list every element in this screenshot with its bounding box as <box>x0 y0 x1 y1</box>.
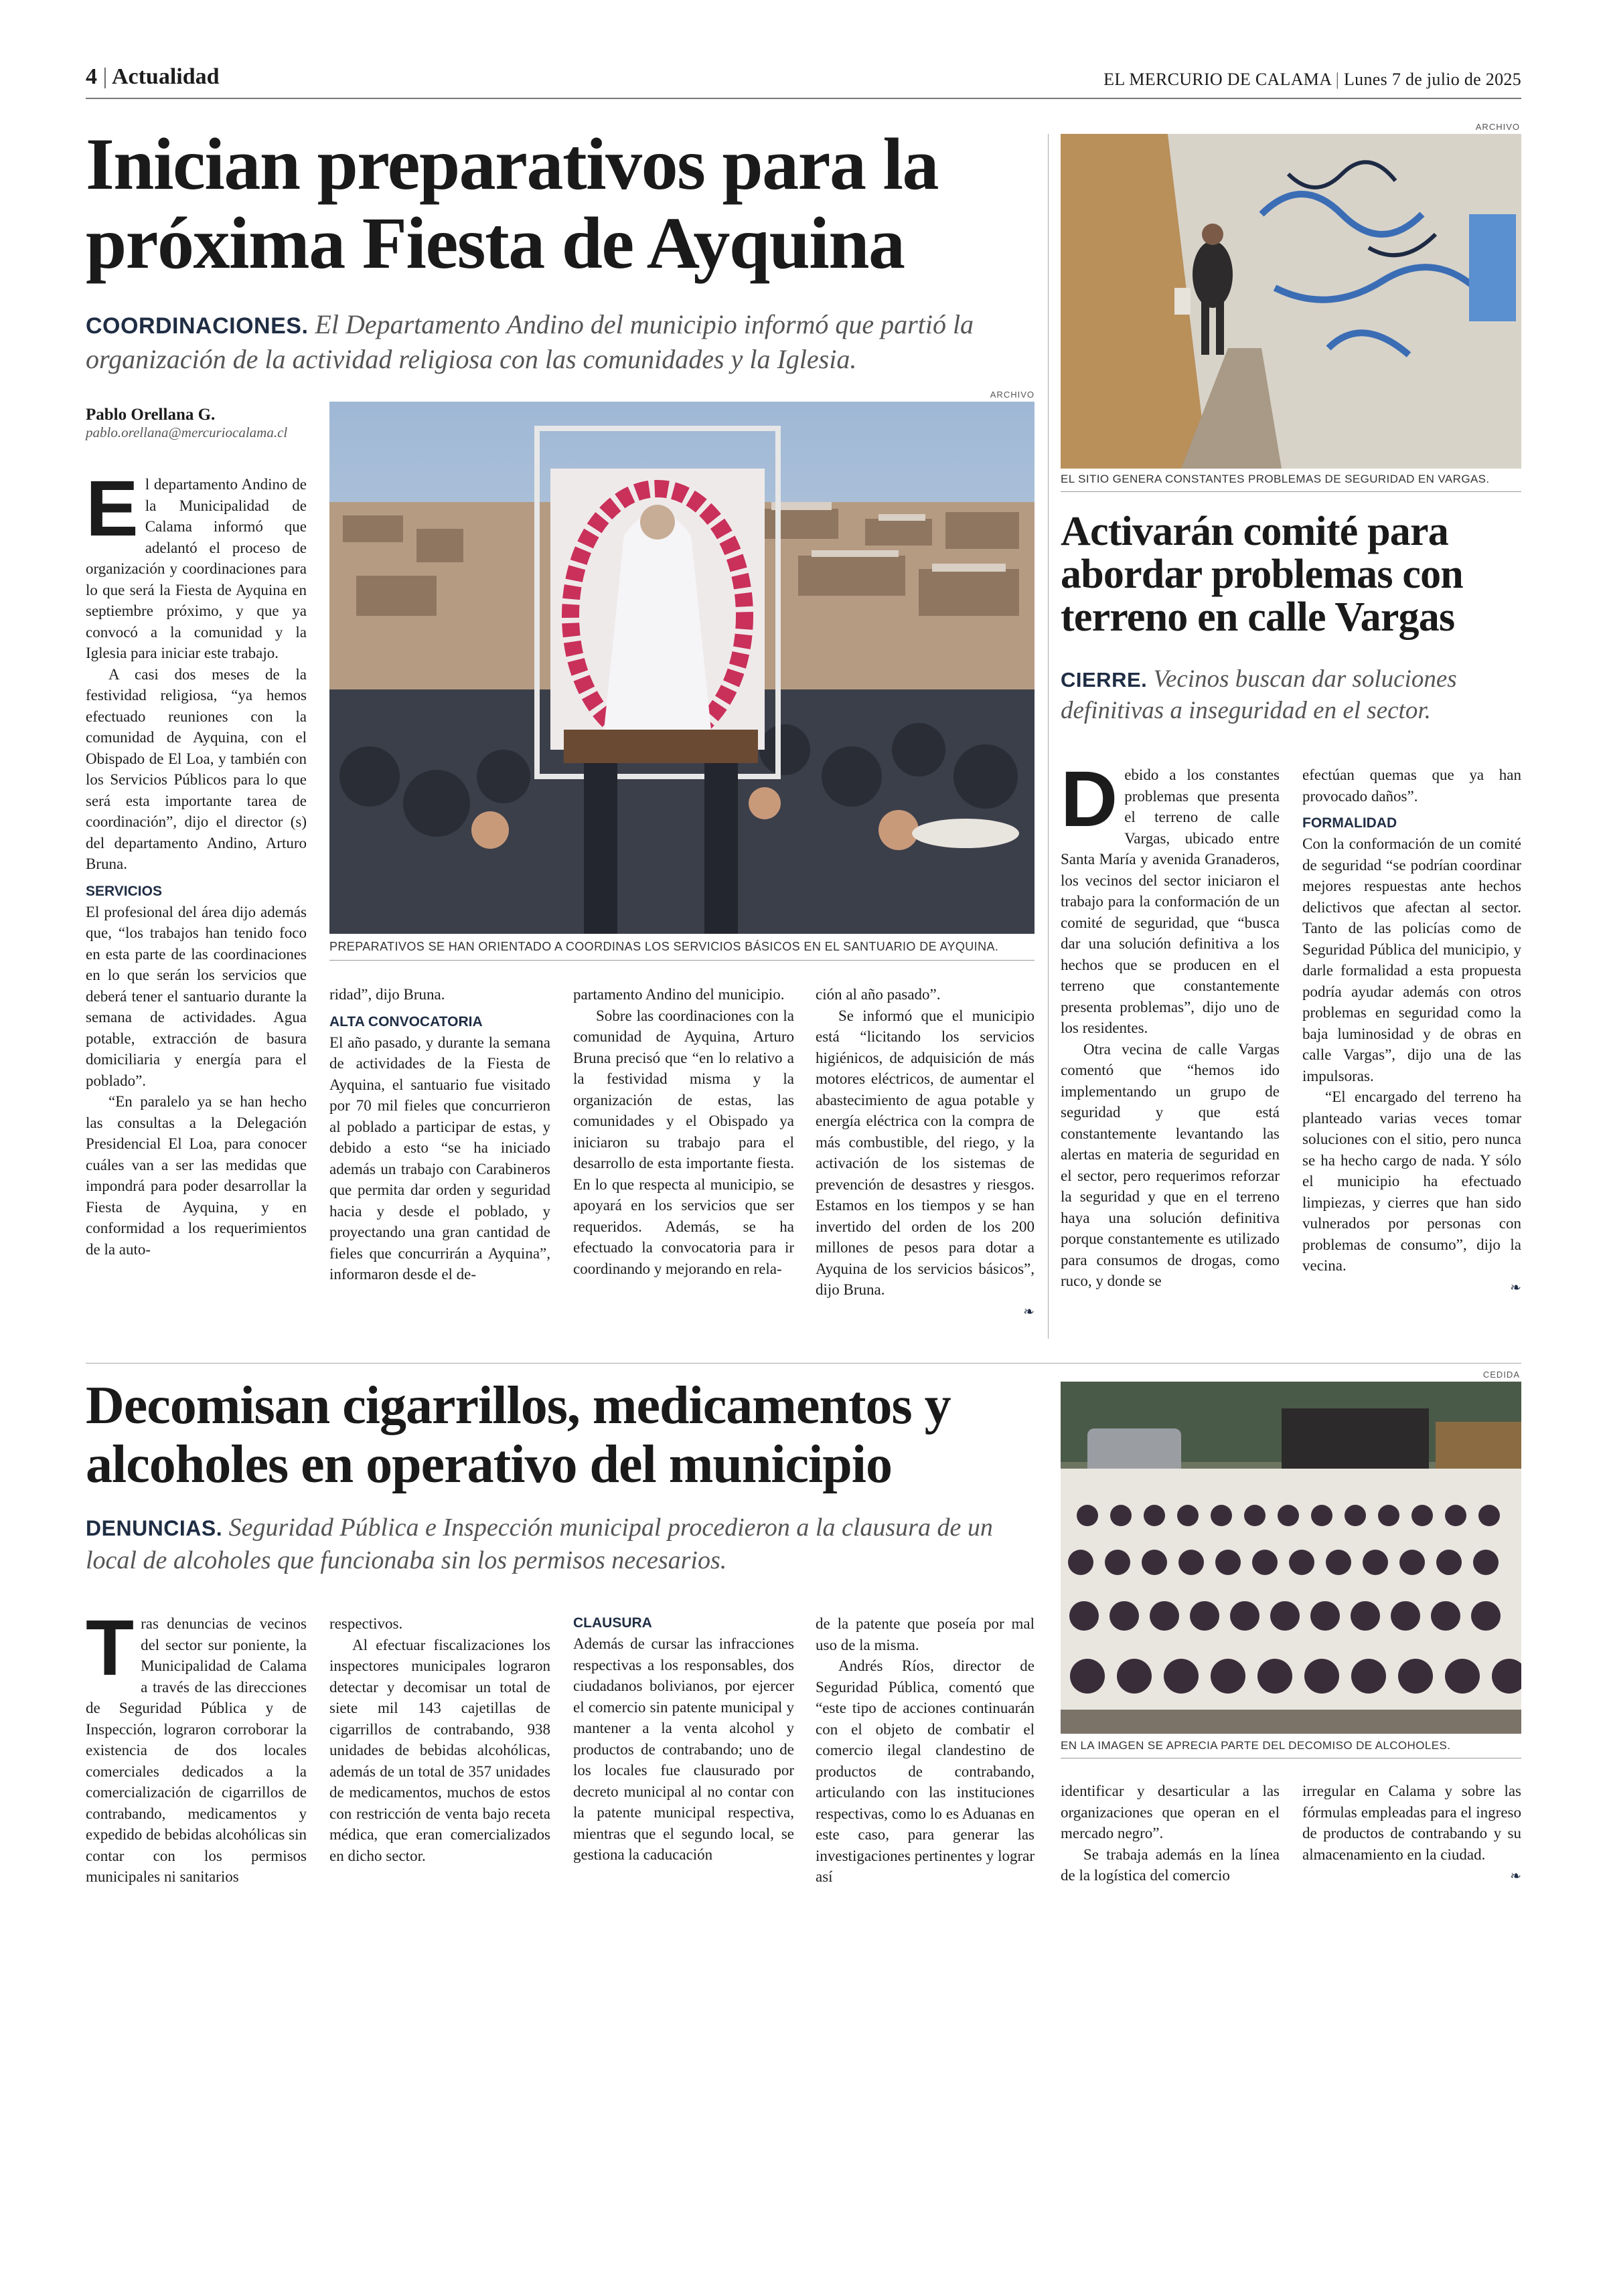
header-rule <box>86 98 1521 99</box>
article1-headline: Inician preparativos para la próxima Fiesta de Ayquina <box>86 123 939 284</box>
author-email: pablo.orellana@mercuriocalama.cl <box>86 424 288 440</box>
procession-image <box>329 402 1035 934</box>
article1-column-4: ción al año pasado”. Se informó que el municipio está “licitando los servicios higiénicos, de adquisición de más motores eléctricos, de aumentar el abastecimiento de agua potable y energía eléctrica con la compra de más combustible, del riego, y la activación de los sistemas de prevención de desastres y riesgos. Estamos en los tiempos y se han invertido del orden de los 200 millones de pesos para dotar a Ayquina de los servicios básicos”, dijo Bruna. ❧ <box>816 986 1035 1319</box>
article3-column-4: de la patente que poseía por mal uso de la misma. Andrés Ríos, director de Seguridad Pública, comentó que “este tipo de acciones continuarán con el objeto de combatir el comercio ilegal clandestino de productos de contrabando, articulando con las instituciones respectivas, como lo es Aduanas en este caso, para generar las investigaciones pertinentes y lograr así <box>816 1615 1035 1885</box>
article3-headline: Decomisan cigarrillos, medicamentos y alcoholes en operativo del municipio <box>86 1376 951 1494</box>
article1-kicker: COORDINACIONES. <box>86 313 309 339</box>
photo3-caption: EN LA IMAGEN SE APRECIA PARTE DEL DECOMISO DE ALCOHOLES. <box>1061 1739 1451 1752</box>
end-of-article-icon: ❧ <box>1510 1868 1521 1884</box>
decomiso-image <box>1061 1382 1521 1734</box>
article1-column-1: E l departamento Andino de la Municipalidad de Calama informó que adelantó el proceso de organización y coordinaciones para lo que será la Fiesta de Ayquina en septiembre próximo, y que ya convocó a la comunidad y la Iglesia para iniciar este trabajo. A casi dos meses de la festividad religiosa, “ya hemos efectuado reuniones con la comunidad de Ayquina, con el Obispado de El Loa, y también con los Servicios Públicos para lo que será esta importante tarea de coordinación”, dijo el director (s) del departamento Andino, Arturo Bruna. SERVICIOS El profesional del área dijo además que, “los trabajos han tenido foco en esta parte de las coordinaciones en lo que serán los servicios que deberá tener el santuario durante la semana de actividades. Agua potable, extracción de basura domiciliaria y energía para el poblado”. “En paralelo ya se han hecho las consultas a la Delegación Presidencial El Loa, para conocer cuáles van a ser las medidas que impondrá para poder desarrollar la Fiesta de Ayquina, y en conformidad a los requerimientos de la auto- <box>86 465 307 1258</box>
article1-column-2: ridad”, dijo Bruna. ALTA CONVOCATORIA El año pasado, y durante la semana de actividades de la Fiesta de Ayquina, el santuario fue visitado por 70 mil fieles que concurrieron al poblado a participar de estas, y debido a esto “se ha iniciado además un trabajo con Carabineros que permita dar orden y seguridad hacia y desde el poblado, y proyectando una gran cantidad de fieles que concurrirán a Ayquina”, informaron desde el de- <box>329 986 550 1283</box>
photo2-credit: ARCHIVO <box>1475 122 1520 132</box>
article3-column-5: identificar y desarticular a las organizaciones que operan en el mercado negro”. Se trabaja además en la línea de la logística del comercio <box>1061 1783 1280 1884</box>
article3-kicker: DENUNCIAS. <box>86 1516 223 1540</box>
article2-column-1: D ebido a los constantes problemas que presenta el terreno de calle Vargas, ubicado entre Santa María y avenida Granaderos, los vecinos del sector iniciaron el trabajo para la conformación de un comité de seguridad, que “busca dar una solución definitiva a los hechos que se producen en el terreno que constantemente presenta problemas”, dijo uno de los residentes. Otra vecina de calle Vargas comentó que “hemos ido implementando un grupo de seguridad y que está constantemente levantando las alertas en materia de seguridad en el sector, pero requerimos reforzar la seguridad y que en el terreno haya una solución definitiva porque constantemente es utilizado para consumos de drogas, como ruco, y donde se <box>1061 755 1280 1289</box>
column-separator <box>1048 134 1049 1339</box>
end-of-article-icon: ❧ <box>1510 1279 1521 1295</box>
subhead-clausura: CLAUSURA <box>573 1615 652 1631</box>
article3-dropcap: T <box>86 1604 135 1692</box>
subhead-formalidad: FORMALIDAD <box>1302 815 1397 831</box>
article1-column-3: partamento Andino del municipio. Sobre las coordinaciones con la comunidad de Ayquina, Arturo Bruna precisó que “en lo relativo a la festividad misma y la organización de estas, las comunidades y el Obispado ya iniciaron su trabajo para el desarrollo de esta importante fiesta. En lo que respecta al municipio, se apoyará en los servicios que ser requeridos. Además, se ha efectuado la convocatoria para ir coordinando y mejorando en rela- <box>573 986 794 1277</box>
photo3-credit: CEDIDA <box>1482 1370 1520 1380</box>
page-number: 4 <box>86 64 97 89</box>
page-folio: 4 | Actualidad <box>86 64 220 89</box>
photo2-caption: EL SITIO GENERA CONSTANTES PROBLEMAS DE SEGURIDAD EN VARGAS. <box>1061 473 1490 485</box>
article2-lead: CIERRE. Vecinos buscan dar soluciones definitivas a inseguridad en el sector. <box>1061 665 1457 724</box>
end-of-article-icon: ❧ <box>1023 1303 1035 1319</box>
article3-lead: DENUNCIAS. Seguridad Pública e Inspección municipal procedieron a la clausura de un local de alcoholes que funcionaba sin los permisos necesarios. <box>86 1513 993 1574</box>
article2-column-2: efectúan quemas que ya han provocado daños”. FORMALIDAD Con la conformación de un comité de seguridad “se podrían coordinar mejores respuestas ante hechos delictivos que afectan al sector. Tanto de las policías como de Seguridad Pública del municipio, y darle formalidad a esta propuesta podría ayudar además con otros problemas en seguridad como la baja luminosidad y de obras en calle Vargas”, dijo una de las impulsoras. “El encargado del terreno ha planteado varias veces tomar soluciones con el sitio, pero nunca se ha hecho cargo de nada. Y sólo el municipio ha efectuado limpiezas, y cierres que han sido vulnerados por personas con problemas de consumo”, dijo la vecina. ❧ <box>1302 766 1521 1295</box>
article2-headline: Activarán comité para abordar problemas con terreno en calle Vargas <box>1061 509 1463 640</box>
photo-calle-vargas <box>1061 134 1521 469</box>
photo1-credit: ARCHIVO <box>990 390 1035 400</box>
article3-column-3: CLAUSURA Además de cursar las infracciones respectivas a los responsables, dos ciudadanos bolivianos, por ejercer el comercio sin patente municipal y mantener a la venta alcohol y productos de contrabando; uno de los locales fue clausurado por decreto municipal al no contar con la patente municipal respectiva, mientras que el segundo local, se gestiona la caducación <box>573 1613 794 1866</box>
photo1-caption-rule <box>329 960 1035 961</box>
article2-kicker: CIERRE. <box>1061 668 1148 691</box>
photo1-caption: PREPARATIVOS SE HAN ORIENTADO A COORDINAS LOS SERVICIOS BÁSICOS EN EL SANTUARIO DE AYQUINA. <box>329 940 999 953</box>
subhead-servicios: SERVICIOS <box>86 883 162 899</box>
byline <box>86 406 313 441</box>
author-name: Pablo Orellana G. <box>86 406 216 424</box>
issue-date: Lunes 7 de julio de 2025 <box>1344 70 1521 89</box>
photo2-caption-rule <box>1061 491 1521 492</box>
article3-column-2: respectivos. Al efectuar fiscalizaciones los inspectores municipales lograron detectar y decomisar un total de siete mil 143 cajetillas de cigarrillos de contrabando, 938 unidades de bebidas alcohólicas, además de un total de 357 unidades de medicamentos, muchos de estos con restricción de venta bajo receta médica, que eran comercializados en dicho sector. <box>329 1615 550 1864</box>
article2-dropcap: D <box>1061 755 1118 843</box>
photo-decomiso <box>1061 1382 1521 1734</box>
article3-column-6: irregular en Calama y sobre las fórmulas empleadas para el ingreso de productos de contrabando y su almacenamiento en la ciudad. ❧ <box>1302 1783 1521 1884</box>
masthead: EL MERCURIO DE CALAMA | Lunes 7 de julio de 2025 <box>1103 70 1521 89</box>
section-name: Actualidad <box>111 64 220 89</box>
section-separator <box>86 1363 1521 1364</box>
article1-lead: COORDINACIONES. El Departamento Andino del municipio informó que partió la organización de la actividad religiosa con las comunidades y la Iglesia. <box>86 309 974 374</box>
newspaper-name: EL MERCURIO DE CALAMA <box>1103 70 1331 89</box>
subhead-alta-convocatoria: ALTA CONVOCATORIA <box>329 1013 483 1030</box>
vargas-image <box>1061 134 1521 469</box>
article1-dropcap: E <box>86 465 139 553</box>
article3-column-1: T ras denuncias de vecinos del sector sur poniente, la Municipalidad de Calama a través de las direcciones de Seguridad Pública y de Inspección, lograron corroborar la existencia de dos locales comerciales dedicados a la comercialización de cigarrillos de contrabando, medicamentos y expedido de bebidas alcohólicas sin contar con los permisos municipales ni sanitarios <box>86 1604 307 1885</box>
photo-procession <box>329 402 1035 934</box>
